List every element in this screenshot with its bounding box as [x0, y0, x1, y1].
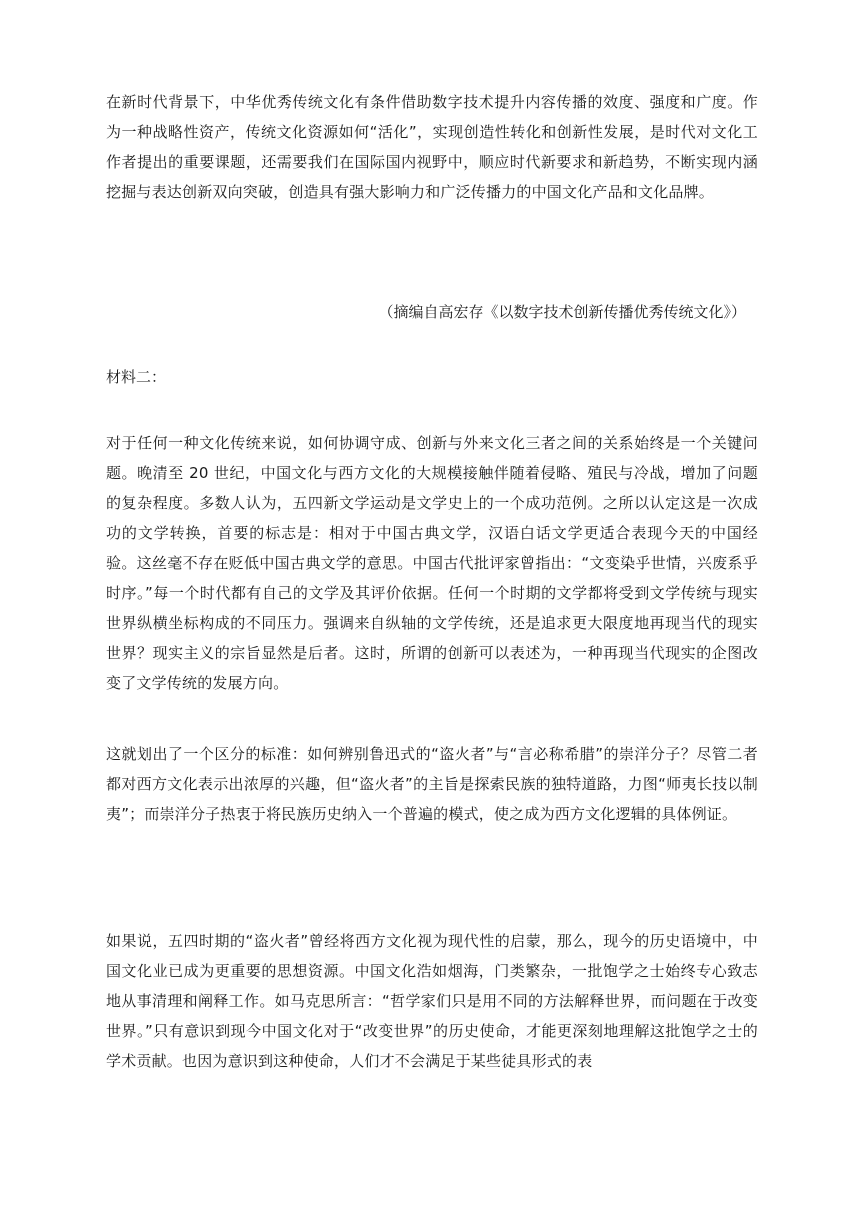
paragraph-digital-culture: 在新时代背景下，中华优秀传统文化有条件借助数字技术提升内容传播的效度、强度和广度。作为一种战略性资产，传统文化资源如何“活化”，实现创造性转化和创新性发展，是时代对文化工作者提出的重要课题，还需要我们在国际国内视野中，顺应时代新要求和新趋势，不断实现内涵挖掘与表达创新双向突破，创造具有强大影响力和广泛传播力的中国文化产品和文化品牌。	[106, 93, 758, 201]
paragraph-cultural-tradition: 对于任何一种文化传统来说，如何协调守成、创新与外来文化三者之间的关系始终是一个关键问题。晚清至 20 世纪，中国文化与西方文化的大规模接触伴随着侵略、殖民与冷战，增加了问题的复杂程度。多数人认为，五四新文学运动是文学史上的一个成功范例。之所以认定这是一次成功的文学转换，首要的标志是：相对于中国古典文学，汉语白话文学更适合表现今天的中国经验。这丝毫不存在贬低中国古典文学的意思。中国古代批评家曾指出：“文变染乎世情，兴废系乎时序。”每一个时代都有自己的文学及其评价依据。任何一个时期的文学都将受到文学传统与现实世界纵横坐标构成的不同压力。强调来自纵轴的文学传统，还是追求更大限度地再现当代的现实世界？现实主义的宗旨显然是后者。这时，所谓的创新可以表述为，一种再现当代现实的企图改变了文学传统的发展方向。	[106, 434, 758, 692]
source-citation: （摘编自高宏存《以数字技术创新传播优秀传统文化》）	[378, 303, 746, 321]
paragraph-fire-thief: 这就划出了一个区分的标准：如何辨别鲁迅式的“盗火者”与“言必称希腊”的崇洋分子？尽管二者都对西方文化表示出浓厚的兴趣，但“盗火者”的主旨是探索民族的独特道路，力图“师夷长技以制夷”；而崇洋分子热衷于将民族历史纳入一个普遍的模式，使之成为西方文化逻辑的具体例证。	[106, 745, 758, 823]
paragraph-chinese-culture-resource: 如果说，五四时期的“盗火者”曾经将西方文化视为现代性的启蒙，那么，现今的历史语境中，中国文化业已成为更重要的思想资源。中国文化浩如烟海，门类繁杂，一批饱学之士始终专心致志地从事清理和阐释工作。如马克思所言：“哲学家们只是用不同的方法解释世界，而问题在于改变世界。”只有意识到现今中国文化对于“改变世界”的历史使命，才能更深刻地理解这批饱学之士的学术贡献。也因为意识到这种使命，人们才不会满足于某些徒具形式的表	[106, 932, 758, 1070]
material-two-heading: 材料二：	[106, 368, 167, 386]
